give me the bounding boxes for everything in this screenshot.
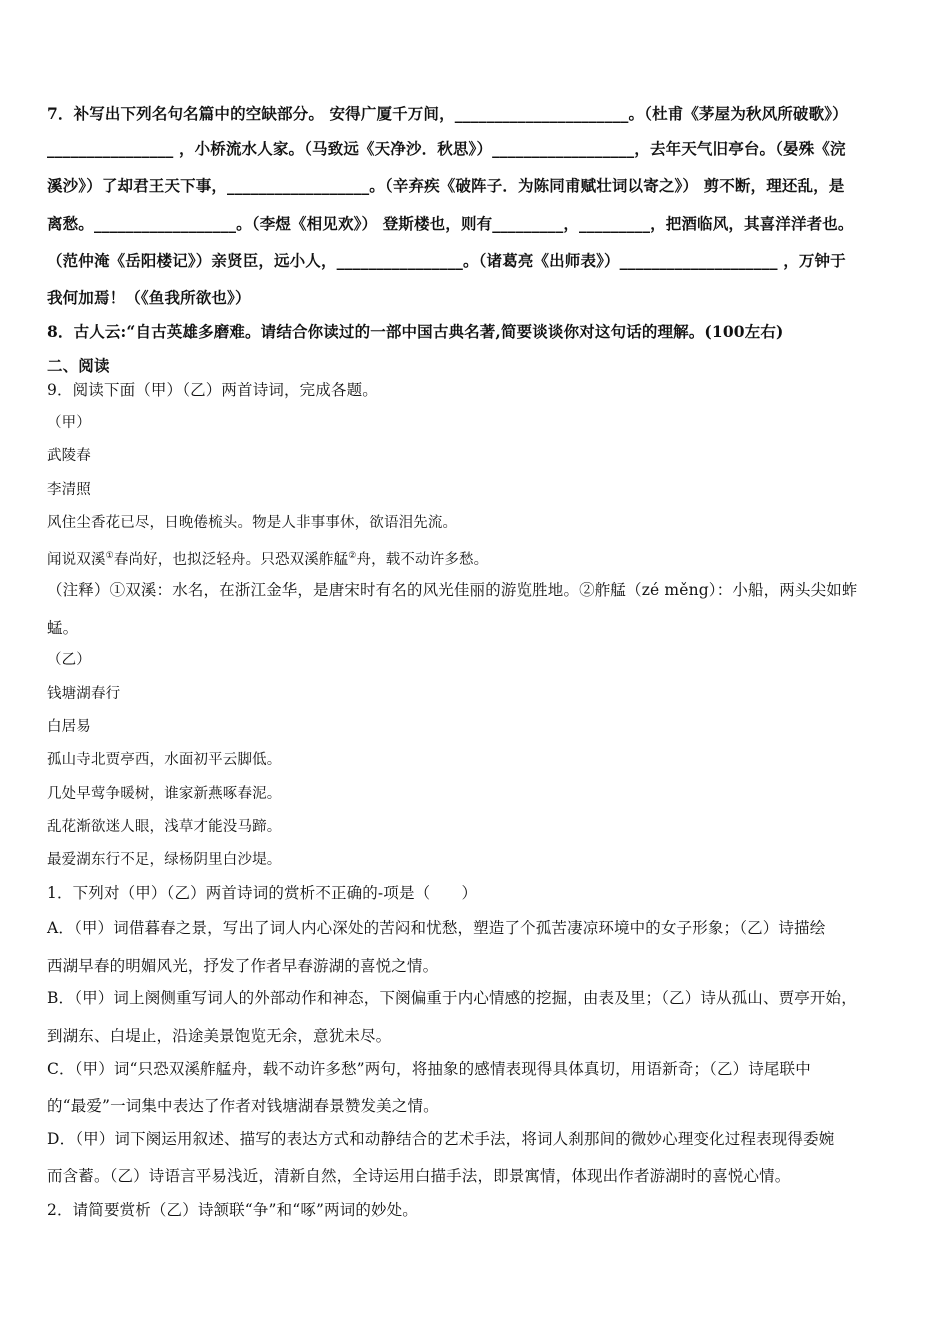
poem-yi-label: （乙） [47,652,91,668]
option-a-line-1: A．（甲）词借暮春之景，写出了词人内心深处的苦闷和忧愁，塑造了个孤苦凄凉环境中的女子形象；（乙）诗描绘 [47,919,826,937]
poem-yi-author: 白居易 [47,719,91,735]
q7-line-5: （范仲淹《岳阳楼记》）亲贤臣，远小人，________________。（诸葛亮《出师表》）____________________ ，万钟于 [47,251,846,270]
poem-jia-line-2-part-2: 春尚好，也拟泛轻舟。只恐双溪舴艋 [113,551,349,568]
q9-intro: 9．阅读下面（甲）（乙）两首诗词，完成各题。 [47,381,378,399]
poem-yi-title: 钱塘湖春行 [47,686,121,702]
poem-jia-line-2-part-1: 闻说双溪 [47,551,106,568]
poem-yi-line-4: 最爱湖东行不足，绿杨阴里白沙堤。 [47,852,282,868]
poem-yi-line-1: 孤山寺北贾亭西，水面初平云脚低。 [47,752,282,768]
q7-line-4: 离愁。__________________。（李煜《相见欢》） 登斯楼也，则有_________，_________，把酒临风，其喜洋洋者也。 [47,214,854,233]
q7-line-1: 7．补写出下列名句名篇中的空缺部分。 安得广厦千万间，______________________。（杜甫《茅屋为秋风所破歌》） [47,104,848,123]
poem-jia-line-2-part-3: 舟，载不动许多愁。 [356,551,489,568]
option-a-line-2: 西湖早春的明媚风光，抒发了作者早春游湖的喜悦之情。 [47,957,439,975]
poem-jia-line-1: 风住尘香花已尽，日晚倦梳头。物是人非事事休，欲语泪先流。 [47,515,458,531]
annotation-line-2: 蜢。 [47,619,79,637]
sub1-stem: 1．下列对（甲）（乙）两首诗词的赏析不正确的-项是（ ） [47,884,478,902]
footnote-marker-2: ② [348,551,357,561]
poem-jia-title: 武陵春 [47,448,91,464]
section-heading-reading: 二、阅读 [47,356,110,375]
annotation-line-1: （注释）①双溪：水名，在浙江金华，是唐宋时有名的风光佳丽的游览胜地。②舴艋（zé měng）：小船，两头尖如蚱 [47,581,858,599]
sub2-stem: 2．请简要赏析（乙）诗颔联“争”和“啄”两词的妙处。 [47,1201,418,1219]
poem-yi-line-2: 几处早莺争暖树，谁家新燕啄春泥。 [47,786,282,802]
q7-line-6: 我何加焉！（《鱼我所欲也》） [47,288,251,307]
footnote-marker-1: ① [105,551,114,561]
poem-yi-line-3: 乱花渐欲迷人眼，浅草才能没马蹄。 [47,819,282,835]
poem-jia-line-2 [47,546,488,570]
poem-jia-author: 李清照 [47,482,91,498]
option-b-line-1: B．（甲）词上阕侧重写词人的外部动作和神态，下阕偏重于内心情感的挖掘，由表及里；（乙）诗从孤山、贾亭开始， [47,989,857,1007]
q7-line-2: ________________ ，小桥流水人家。（马致远《天净沙．秋思》）__________________，去年天气旧亭台。（晏殊《浣 [47,139,846,158]
option-b-line-2: 到湖东、白堤止，沿途美景饱览无余，意犹未尽。 [47,1027,392,1045]
option-d-line-1: D．（甲）词下阕运用叙述、描写的表达方式和动静结合的艺术手法，将词人刹那间的微妙心理变化过程表现得委婉 [47,1130,835,1148]
q7-line-3: 溪沙》）了却君王天下事，__________________。（辛弃疾《破阵子．为陈同甫赋壮词以寄之》） 剪不断，理还乱，是 [47,176,845,195]
option-c-line-2: 的“最爱”一词集中表达了作者对钱塘湖春景赞发美之情。 [47,1097,439,1115]
option-c-line-1: C．（甲）词“只恐双溪舴艋舟，载不动许多愁”两句，将抽象的感情表现得具体真切，用语新奇；（乙）诗尾联中 [47,1060,811,1078]
q8-text: 8．古人云:“自古英雄多磨难。请结合你读过的一部中国古典名著,简要谈谈你对这句话的理解。(100左右) [47,322,784,341]
option-d-line-2: 而含蓄。（乙）诗语言平易浅近，清新自然，全诗运用白描手法，即景寓情，体现出作者游湖时的喜悦心情。 [47,1167,791,1185]
poem-jia-label: （甲） [47,415,91,431]
